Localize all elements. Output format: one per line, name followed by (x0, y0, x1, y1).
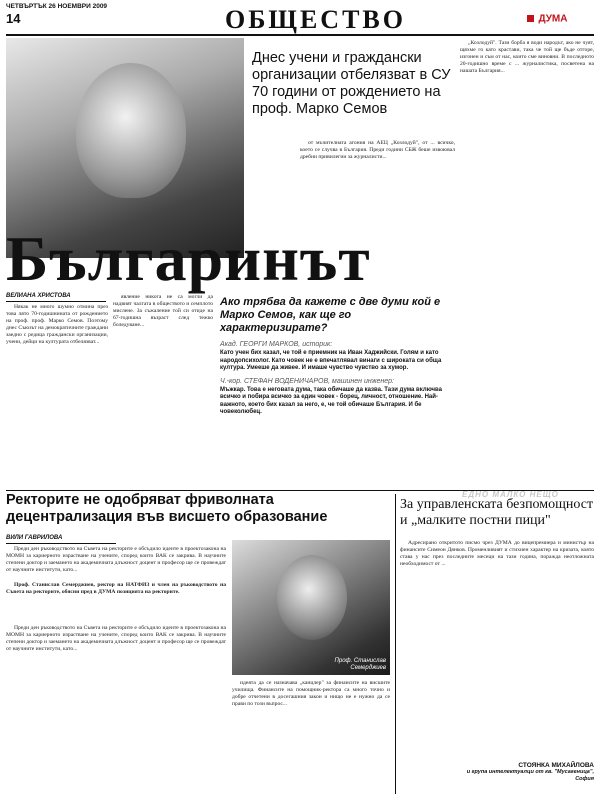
lead-headline: Днес учени и граждански организации отбелязват в СУ 70 години от рождението на проф. Марко Семов (252, 50, 451, 117)
quote-box (220, 296, 456, 472)
signature (460, 762, 594, 783)
article1-column-3: от мъчителната агония на АЕЦ „Козлодуй", от ... всичко, което се случва в България. Преди години СБЖ беше извоювал дребни привилегии за журналисти... (300, 140, 455, 160)
header-date: ЧЕТВЪРТЪК 26 НОЕМВРИ 2009 (6, 3, 108, 10)
author-1-rule (6, 301, 106, 302)
article2-photo (232, 540, 390, 675)
author-1: ВЕЛИАНА ХРИСТОВА (6, 293, 71, 299)
article1-column-1: Някак не много шумно отмина през това лято 70-годишнината от рождението на проф. проф. Марко Семов. Поэтому днес Съюзът на демократичните граждани заедно с редица граждански организации, учени, дейци на културата отбелязват... (6, 304, 108, 345)
article1-column-4: „Козлодуй". Тази борба я води народът, ако не чуят, щяхме го като крастави, така че той ще бъде отгоре, изгонен и съм от нас, които сме виновни. В последното 20-годишно време с ... журналистика, посветена на нашата България... (460, 40, 594, 74)
quote-answer-1: Като учен бих казал, че той е приемник на Иван Хаджийски. Голям и като народопсихолог. Като човек не е впечатлявал винаги с широката си обща култура. Умееше да живее. И имаше чувство чувство за хумор. (220, 350, 442, 371)
photo-caption: Проф. Станислав Семерджиев (334, 658, 386, 671)
author-2: ВИЛИ ГАВРИЛОВА (6, 535, 63, 541)
author-2-rule (6, 543, 116, 544)
quote-question: Ако трябва да кажете с две думи кой е Марко Семов, как ще го характеризирате? (220, 296, 441, 334)
article1-column-2: явление никога не са могли да надвият чалгата в обществото и семплото мислене. За съжаление той си отиде на 67-годишна възраст след тежко боледуване... (113, 294, 213, 328)
signature-name: СТОЯНКА МИХАЙЛОВА (518, 762, 594, 769)
quote-attribution-2: Ч.-кор. СТЕФАН ВОДЕНИЧАРОВ, машинен инженер: (220, 377, 394, 385)
brand-label: ДУМА (538, 13, 568, 25)
big-title: Българинът (6, 223, 371, 294)
page-number: 14 (6, 11, 21, 26)
article3-text: Адресирано откритото писмо чрез ДУМА до вицепремиера и министър на финансите Симеон Дянков. Променливият и стихиен характер на кризата, която става у нас през последните месеци на тази година, поражда неотложната необходимост от ... (400, 540, 594, 567)
headline-2: Ректорите не одобряват фриволната децентрализация във висшето образование (6, 492, 328, 525)
brand-mark (527, 10, 567, 28)
signature-org: и група интелектуалци от кв. "Мусагеница", София (466, 769, 594, 782)
brand-square-icon (527, 15, 534, 22)
section-title: ОБЩЕСТВО (225, 5, 406, 34)
portrait-head (76, 63, 186, 198)
headline-3: За управленската безпомощност и „малките постни пици" (400, 497, 594, 528)
article2-column-2: Преди ден ръководството на Съвета на ректорите е обсъдило идеите в проектозакона на МОМН за кариерното израстване на учените, според които ВАК се закрива. В научните степени доктор и заемането на академичната длъжност доцент и професор ще се провеждат от научните институти, като... (6, 625, 226, 652)
column-divider (395, 494, 396, 794)
watermark-text: ЕДНО МАЛКО НЕЩО (462, 490, 559, 499)
header-rule (6, 34, 594, 36)
article2-subhead: Проф. Станислав Семерджиев, ректор на НАТФИЗ и член на ръководството на Съвета на ректорите, обясни пред в ДУМА позицията на ректорите. (6, 582, 226, 595)
article2-column-3: идеята да се назначава „канцлер" за финансите на висшите училища. Финансите на помощник-ректора са много точно и добре отчетени в досегашния закон и нищо не е нужно да се прави по този въпрос... (232, 680, 390, 707)
quote-answer-2: Мъжкар. Това е неговата дума, така обичаше да казва. Тази дума включва всичко и побира всичко за един човек - борец, личност, отношение. Най-важното, което бих казал за него, е, че той обичаше България. И бе човеколюбец. (220, 386, 442, 415)
quote-attribution-1: Акад. ГЕОРГИ МАРКОВ, историк: (220, 341, 333, 348)
article2-column-1: Преди ден ръководството на Съвета на ректорите е обсъдило идеите в проектозакона на МОМН за кариерното израстване на учените, според които ВАК се закрива. В научните степени доктор и заемането на академичната длъжност доцент и професор ще се провеждат от научните институти, като... (6, 546, 226, 573)
article2-photo-head (277, 555, 347, 640)
